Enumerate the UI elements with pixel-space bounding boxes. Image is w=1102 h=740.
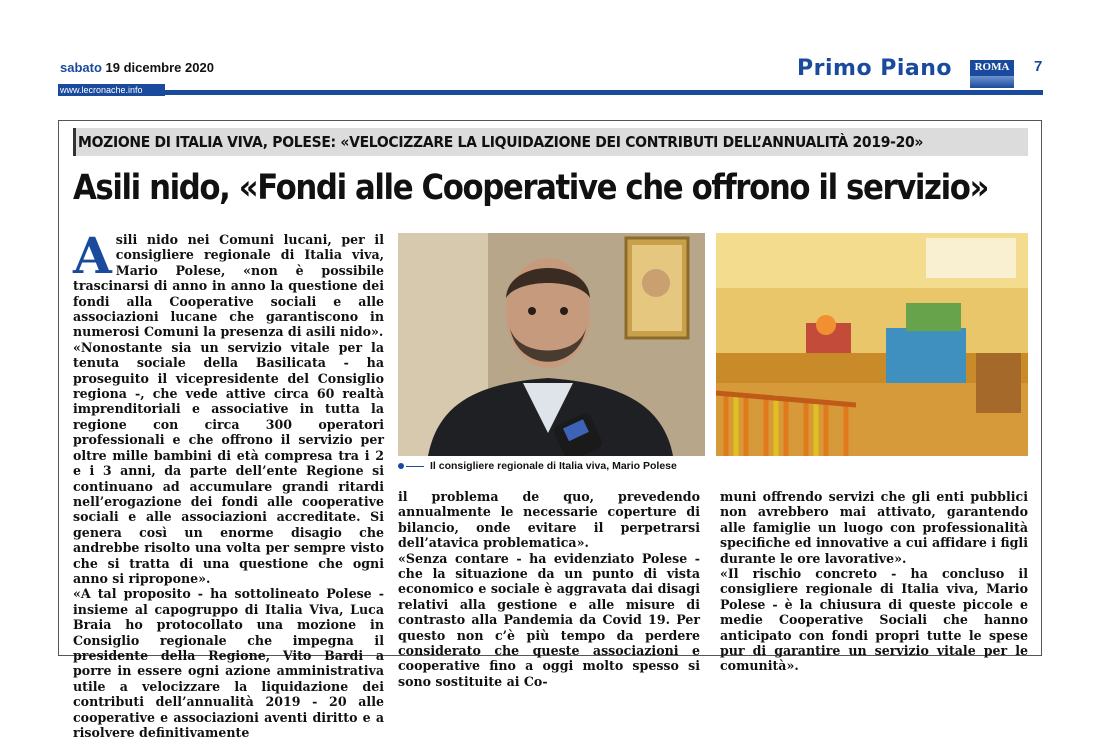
date-text: 19 dicembre 2020 [101,60,214,75]
page-number: 7 [1034,58,1043,75]
nursery-illustration [716,233,1028,456]
edition-date [60,60,214,75]
logo-text: ROMA [974,61,1010,73]
article-paragraph: «Nonostante sia un servizio vitale per la tenuta sociale della Basilicata - ha proseguito il vicepresidente del Consiglio regiona -, che vede attive circa 60 realtà imprenditoriali e associative in tutta la regione con circa 300 operatori professionali e che offrono il servizio per oltre mille bambini di età compresa tra i 2 e i 3 anni, da parte dell’ente Regione si continuano ad accumulare grandi ritardi nell’erogazione dei fondi alle cooperative sociali e alle associazioni accreditate. Si genera così un enorme disagio che andrebbe risolto una volta per sempre visto che si tratta di una questione che ogni anno si ripropone». [73,339,384,586]
caption-bullet-icon [398,463,404,469]
portrait-illustration [398,233,705,456]
logo-skyline-icon [970,76,1014,88]
article-kicker: MOZIONE DI ITALIA VIVA, POLESE: «VELOCIZZARE LA LIQUIDAZIONE DEI CONTRIBUTI DELL’ANNUALITÀ 2019-20» [73,128,1028,156]
article-paragraph: il problema de quo, prevedendo annualmente le necessarie coperture di bilancio, onde evitare il perpetrarsi dell’atavica problematica». [398,489,700,551]
date-weekday: sabato [60,60,102,75]
article-paragraph: «Il rischio concreto - ha concluso il consigliere regionale di Italia viva, Mario Polese - è la chiusura di queste piccole e medie Cooperative Sociali che hanno anticipato con fondi propri tutte le spese pur di garantire un servizio vitale per le comunità». [720,566,1028,674]
site-url[interactable]: www.lecronache.info [58,84,165,96]
article-column-2 [398,489,700,689]
article-headline: Asili nido, «Fondi alle Cooperative che offrono il servizio» [73,168,988,208]
caption-text: Il consigliere regionale di Italia viva, Mario Polese [430,460,677,472]
drop-cap: A [73,226,112,285]
portrait-photo [398,233,705,456]
caption-rule [406,466,424,467]
article-column-3 [720,489,1028,674]
article-paragraph: muni offrendo servizi che gli enti pubblici non avrebbero mai attivato, garantendo alle famiglie un luogo con professionalità specifiche ed innovative a cui affidare i figli durante le ore lavorative». [720,489,1028,566]
article-paragraph: «Senza contare - ha evidenziato Polese - che la situazione da un punto di vista economico e sociale è aggravata dai disagi relativi alla gestione e alle misure di contrasto alla Pandemia da Covid 19. Per questo non c’è più tempo da perdere considerato che queste associazioni e cooperative fino a oggi molto spesso si sono sostituite ai Co- [398,550,700,689]
article-paragraph: «A tal proposito - ha sottolineato Polese - insieme al capogruppo di Italia Viva, Luca Braia ho protocollato una mozione in Consiglio regionale che impegna il presidente della Regione, Vito Bardi a porre in essere ogni azione amministrativa utile a velocizzare la liquidazione dei contributi dell’annualità 2019 - 20 alle cooperative e associazioni aventi diritto e a risolvere definitivamente [73,586,384,740]
article-paragraph [73,226,384,340]
nursery-room-photo [716,233,1028,456]
section-title: Primo Piano [797,56,952,81]
article-column-1 [73,226,384,740]
intro-text: sili nido nei Comuni lucani, per il consigliere regionale di Italia viva, Mario Polese, «non è possibile trascinarsi di anno in anno la questione dei fondi alla Cooperative sociali e alle associazioni lucane che garantiscono in numerosi Comuni la presenza di asili nido». [73,232,384,340]
photo-caption [398,460,708,472]
newspaper-logo [970,60,1014,88]
header-rule [58,90,1043,95]
